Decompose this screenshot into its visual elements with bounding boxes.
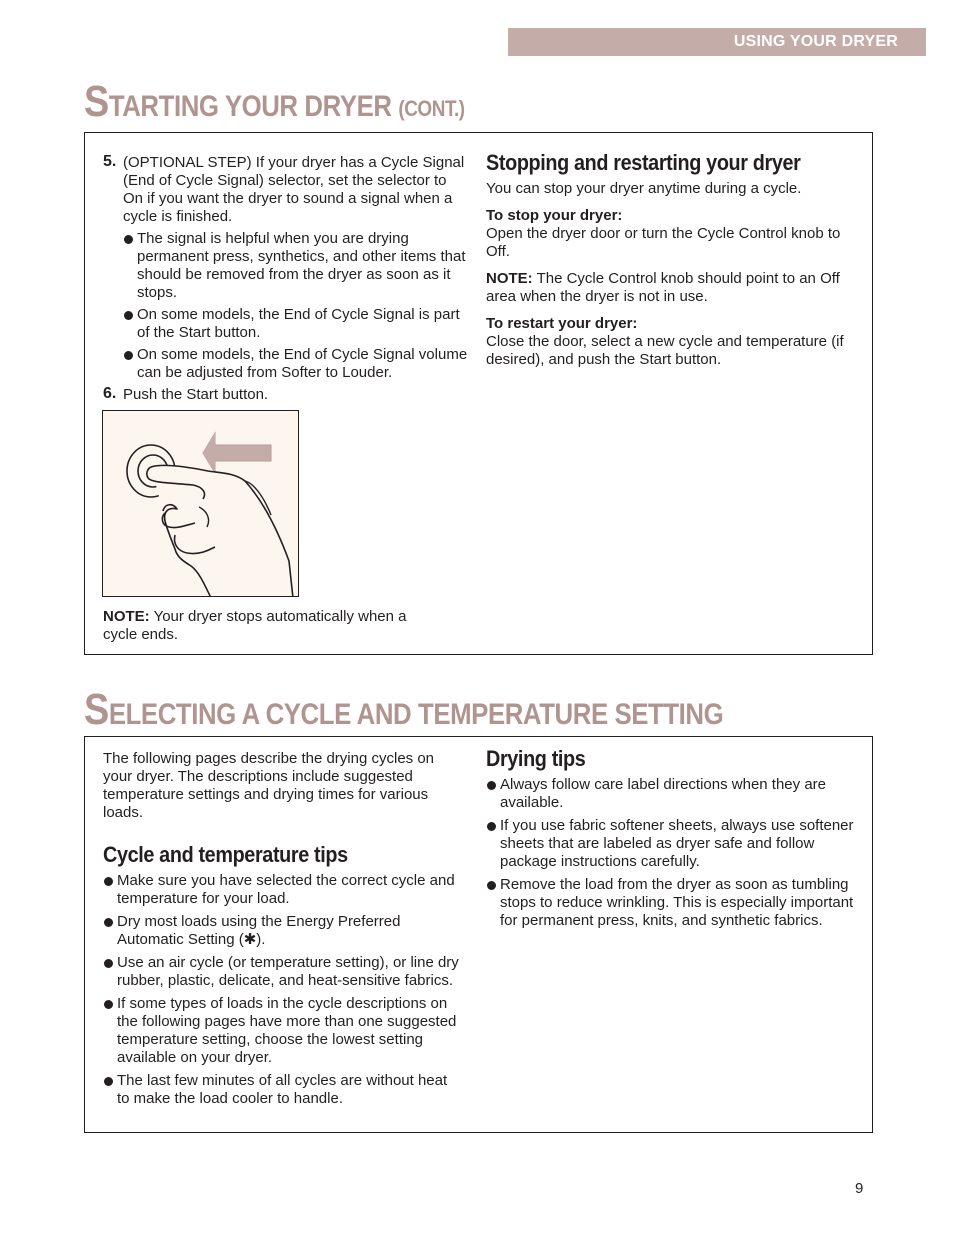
section-title-selecting xyxy=(84,685,724,734)
push-start-button-illustration xyxy=(102,410,299,597)
section-header-label: USING YOUR DRYER xyxy=(733,33,898,50)
starting-right-column xyxy=(486,150,856,369)
step-text: (OPTIONAL STEP) If your dryer has a Cycle Signal (End of Cycle Signal) selector, set the selector to On if you want the dryer to sound a signal when a cycle is finished. xyxy=(123,154,465,225)
restart-text: Close the door, select a new cycle and temperature (if desired), and push the Start button. xyxy=(486,333,844,368)
bullet-dot-icon xyxy=(124,235,133,244)
note-label: NOTE: xyxy=(486,270,533,287)
starting-note xyxy=(103,608,443,644)
note-text: The Cycle Control knob should point to an Off area when the dryer is not in use. xyxy=(486,270,840,305)
step-number: 5. xyxy=(103,153,117,170)
list-item: If you use fabric softener sheets, always use softener sheets that are labeled as dryer safe and follow package instructions carefully. xyxy=(486,817,856,871)
title-cont: (CONT.) xyxy=(398,96,465,121)
bullet-dot-icon xyxy=(104,1000,113,1009)
list-item: The signal is helpful when you are drying permanent press, synthetics, and other items that should be removed from the dryer as soon as it stops. xyxy=(123,230,468,302)
cycle-temp-tips-heading: Cycle and temperature tips xyxy=(103,842,348,867)
stop-label: To stop your dryer: xyxy=(486,207,623,224)
bullet-dot-icon xyxy=(104,1077,113,1086)
list-item: Remove the load from the dryer as soon as tumbling stops to reduce wrinkling. This is especially important for permanent press, knits, and synthetic fabrics. xyxy=(486,876,856,930)
selecting-left-column xyxy=(103,750,463,1108)
step-text: Push the Start button. xyxy=(123,386,269,403)
list-item: Make sure you have selected the correct cycle and temperature for your load. xyxy=(103,872,463,908)
selecting-right-column xyxy=(486,746,856,930)
list-item: Always follow care label directions when they are available. xyxy=(486,776,856,812)
bullet-dot-icon xyxy=(104,918,113,927)
restart-label: To restart your dryer: xyxy=(486,315,638,332)
list-item: If some types of loads in the cycle descriptions on the following pages have more than one suggested temperature setting, choose the lowest setting available on your dryer. xyxy=(103,995,463,1067)
starting-left-column xyxy=(103,154,468,404)
bullet-dot-icon xyxy=(104,877,113,886)
cycle-temp-tips-list xyxy=(103,872,463,1108)
list-item: Use an air cycle (or temperature setting), or line dry rubber, plastic, delicate, and heat-sensitive fabrics. xyxy=(103,954,463,990)
title-initial: S xyxy=(84,685,109,734)
list-item: The last few minutes of all cycles are without heat to make the load cooler to handle. xyxy=(103,1072,463,1108)
bullet-dot-icon xyxy=(487,781,496,790)
title-rest: TARTING YOUR DRYER xyxy=(108,90,399,123)
stopping-restarting-heading: Stopping and restarting your dryer xyxy=(486,150,801,175)
step-5 xyxy=(103,154,468,382)
section-title-starting xyxy=(84,77,465,126)
selecting-intro: The following pages describe the drying cycles on your dryer. The descriptions include suggested temperature settings and drying times for various loads. xyxy=(103,750,435,821)
title-rest: ELECTING A CYCLE AND TEMPERATURE SETTING xyxy=(108,698,724,731)
note-text: Your dryer stops automatically when a cycle ends. xyxy=(103,608,407,643)
step-5-bullets xyxy=(123,230,468,382)
title-initial: S xyxy=(84,77,109,126)
bullet-dot-icon xyxy=(487,881,496,890)
page-number: 9 xyxy=(855,1180,864,1197)
bullet-dot-icon xyxy=(487,822,496,831)
stop-intro: You can stop your dryer anytime during a cycle. xyxy=(486,180,802,197)
bullet-dot-icon xyxy=(124,311,133,320)
bullet-dot-icon xyxy=(104,959,113,968)
step-6 xyxy=(103,386,468,404)
list-item: Dry most loads using the Energy Preferred Automatic Setting (✱). xyxy=(103,913,463,949)
hand-pressing-button-icon xyxy=(103,411,299,597)
step-number: 6. xyxy=(103,385,117,402)
stop-text: Open the dryer door or turn the Cycle Control knob to Off. xyxy=(486,225,841,260)
list-item: On some models, the End of Cycle Signal volume can be adjusted from Softer to Louder. xyxy=(123,346,468,382)
bullet-dot-icon xyxy=(124,351,133,360)
list-item: On some models, the End of Cycle Signal is part of the Start button. xyxy=(123,306,468,342)
drying-tips-list xyxy=(486,776,856,930)
section-header-tab xyxy=(508,28,926,56)
note-label: NOTE: xyxy=(103,608,150,625)
drying-tips-heading: Drying tips xyxy=(486,746,586,771)
